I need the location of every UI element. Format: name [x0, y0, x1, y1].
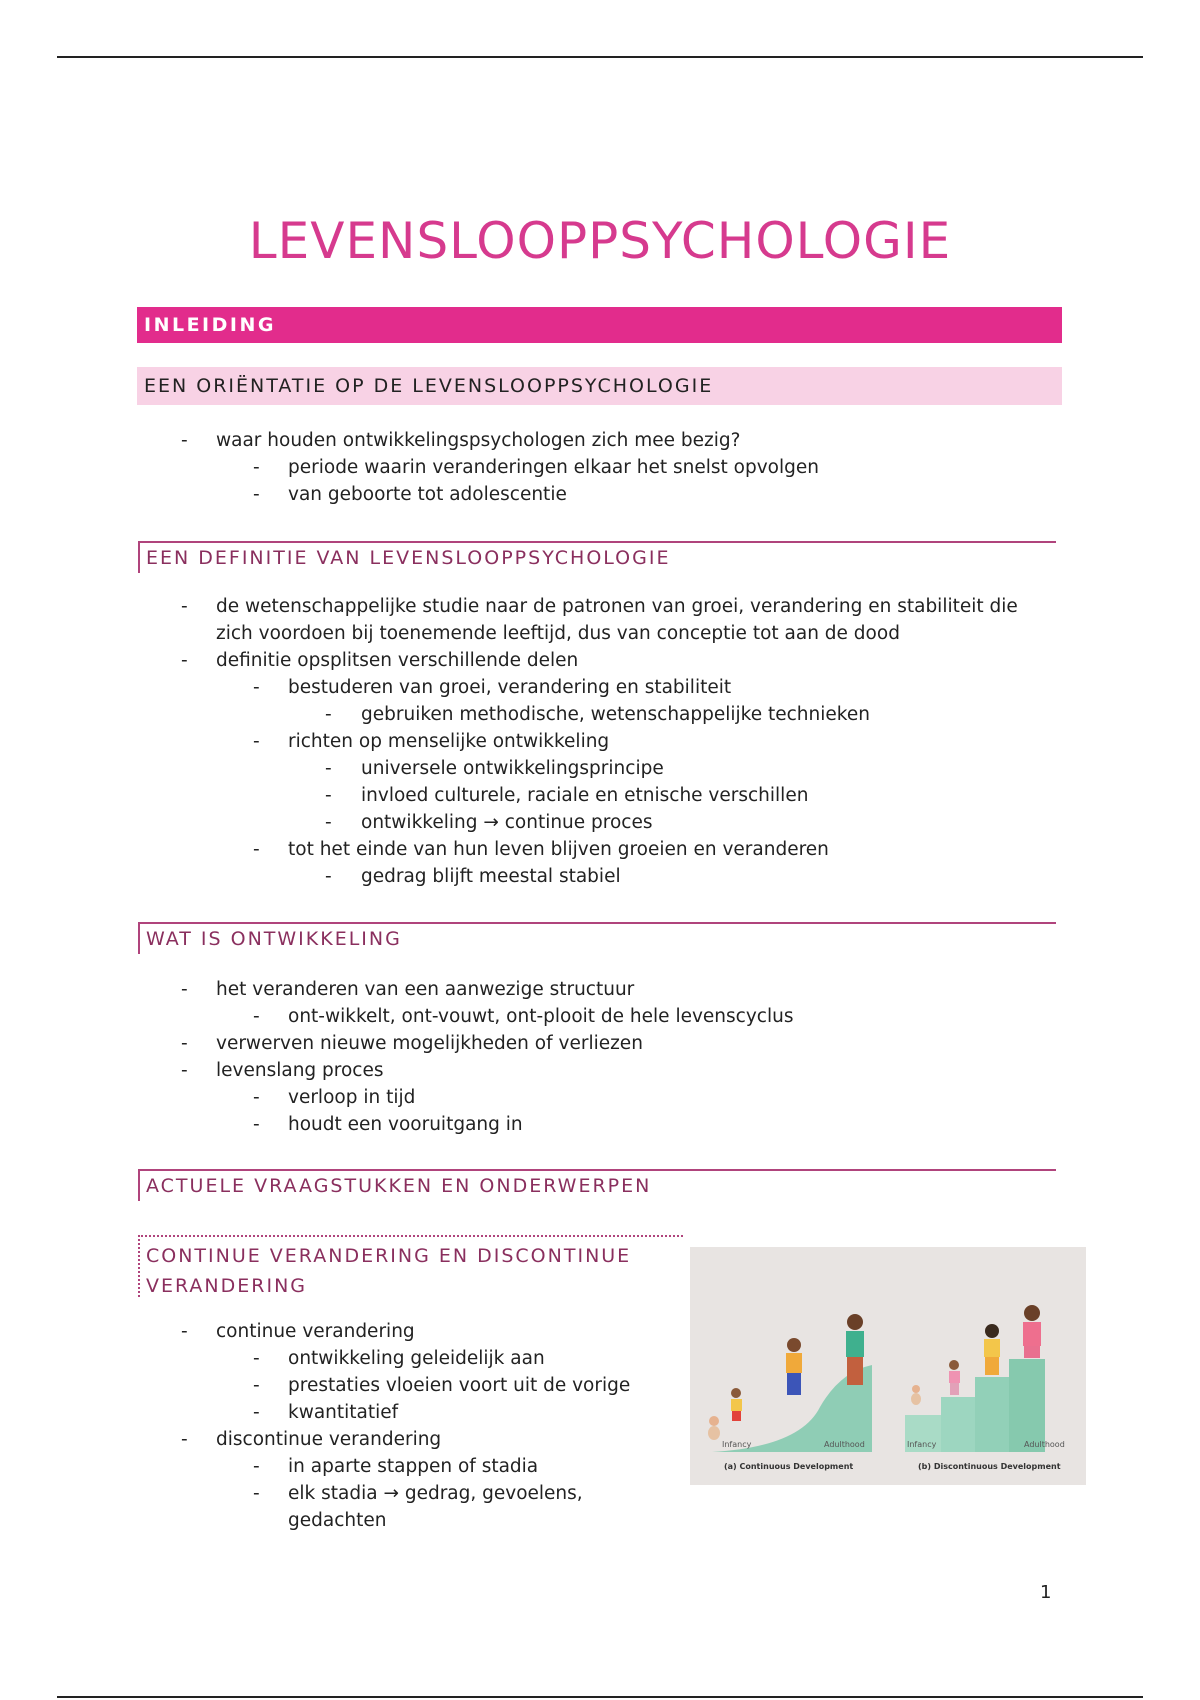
caption-b: (b) Discontinuous Development — [918, 1462, 1061, 1471]
list-item: - houdt een vooruitgang in — [0, 1111, 793, 1138]
development-illustration-svg — [690, 1247, 1086, 1485]
step-2 — [941, 1397, 975, 1452]
figure-baby-right — [911, 1385, 921, 1405]
figure-adult-right — [1023, 1305, 1041, 1358]
page-number: 1 — [1040, 1582, 1052, 1603]
list-item: - in aparte stappen of stadia — [0, 1453, 665, 1480]
heading-definitie: EEN DEFINITIE VAN LEVENSLOOPPSYCHOLOGIE — [138, 541, 1056, 573]
list-item: - kwantitatief — [0, 1399, 665, 1426]
list-item: - ont-wikkelt, ont-vouwt, ont-plooit de hele levenscyclus — [0, 1003, 793, 1030]
list-continue — [0, 1318, 665, 1534]
figure-child-right — [984, 1324, 1000, 1375]
list-item: - ontwikkeling → continue proces — [0, 809, 1056, 836]
list-item: - gebruiken methodische, wetenschappelijke technieken — [0, 701, 1056, 728]
list-orientatie — [0, 427, 819, 508]
label-right-end: Adulthood — [1024, 1440, 1065, 1449]
list-item: - definitie opsplitsen verschillende delen — [0, 647, 1056, 674]
list-item: - continue verandering — [0, 1318, 665, 1345]
list-item: - invloed culturele, raciale en etnische verschillen — [0, 782, 1056, 809]
list-item: - levenslang proces — [0, 1057, 793, 1084]
heading-actuele: ACTUELE VRAAGSTUKKEN EN ONDERWERPEN — [138, 1169, 1056, 1201]
figure-adult-left — [846, 1314, 864, 1385]
development-illustration — [690, 1247, 1086, 1485]
heading-inleiding: INLEIDING — [137, 307, 1062, 343]
list-item: - de wetenschappelijke studie naar de patronen van groei, verandering en stabiliteit die zich voordoen bij toenemende leeftijd, dus van conceptie tot aan de dood — [0, 593, 1056, 647]
list-item: - het veranderen van een aanwezige structuur — [0, 976, 793, 1003]
list-ontwikkeling — [0, 976, 793, 1138]
bottom-rule — [57, 1696, 1143, 1698]
list-item: - van geboorte tot adolescentie — [0, 481, 819, 508]
list-item: - verwerven nieuwe mogelijkheden of verliezen — [0, 1030, 793, 1057]
list-item: - prestaties vloeien voort uit de vorige — [0, 1372, 665, 1399]
list-item: - tot het einde van hun leven blijven groeien en veranderen — [0, 836, 1056, 863]
top-rule — [57, 56, 1143, 58]
list-item: - elk stadia → gedrag, gevoelens, gedachten — [0, 1480, 665, 1534]
list-item: - richten op menselijke ontwikkeling — [0, 728, 1056, 755]
list-item: - universele ontwikkelingsprincipe — [0, 755, 1056, 782]
heading-orientatie: EEN ORIËNTATIE OP DE LEVENSLOOPPSYCHOLOGIE — [137, 367, 1062, 405]
list-item: - verloop in tijd — [0, 1084, 793, 1111]
step-3 — [975, 1377, 1009, 1452]
step-4 — [1009, 1359, 1045, 1452]
figure-child-left — [786, 1338, 802, 1395]
list-item: - ontwikkeling geleidelijk aan — [0, 1345, 665, 1372]
caption-a: (a) Continuous Development — [724, 1462, 854, 1471]
list-item: - gedrag blijft meestal stabiel — [0, 863, 1056, 890]
list-item: - periode waarin veranderingen elkaar het snelst opvolgen — [0, 454, 819, 481]
list-item: - bestuderen van groei, verandering en stabiliteit — [0, 674, 1056, 701]
label-left-end: Adulthood — [824, 1440, 865, 1449]
heading-continue: CONTINUE VERANDERING EN DISCONTINUE VERANDERING — [138, 1235, 683, 1297]
label-left-start: Infancy — [722, 1440, 752, 1449]
list-item: - discontinue verandering — [0, 1426, 665, 1453]
page-title: LEVENSLOOPPSYCHOLOGIE — [248, 212, 952, 270]
figure-toddler-right — [949, 1360, 960, 1395]
list-definitie — [0, 593, 1056, 890]
figure-toddler-left — [731, 1388, 742, 1421]
label-right-start: Infancy — [907, 1440, 937, 1449]
heading-ontwikkeling: WAT IS ONTWIKKELING — [138, 922, 1056, 954]
list-item: - waar houden ontwikkelingspsychologen zich mee bezig? — [0, 427, 819, 454]
